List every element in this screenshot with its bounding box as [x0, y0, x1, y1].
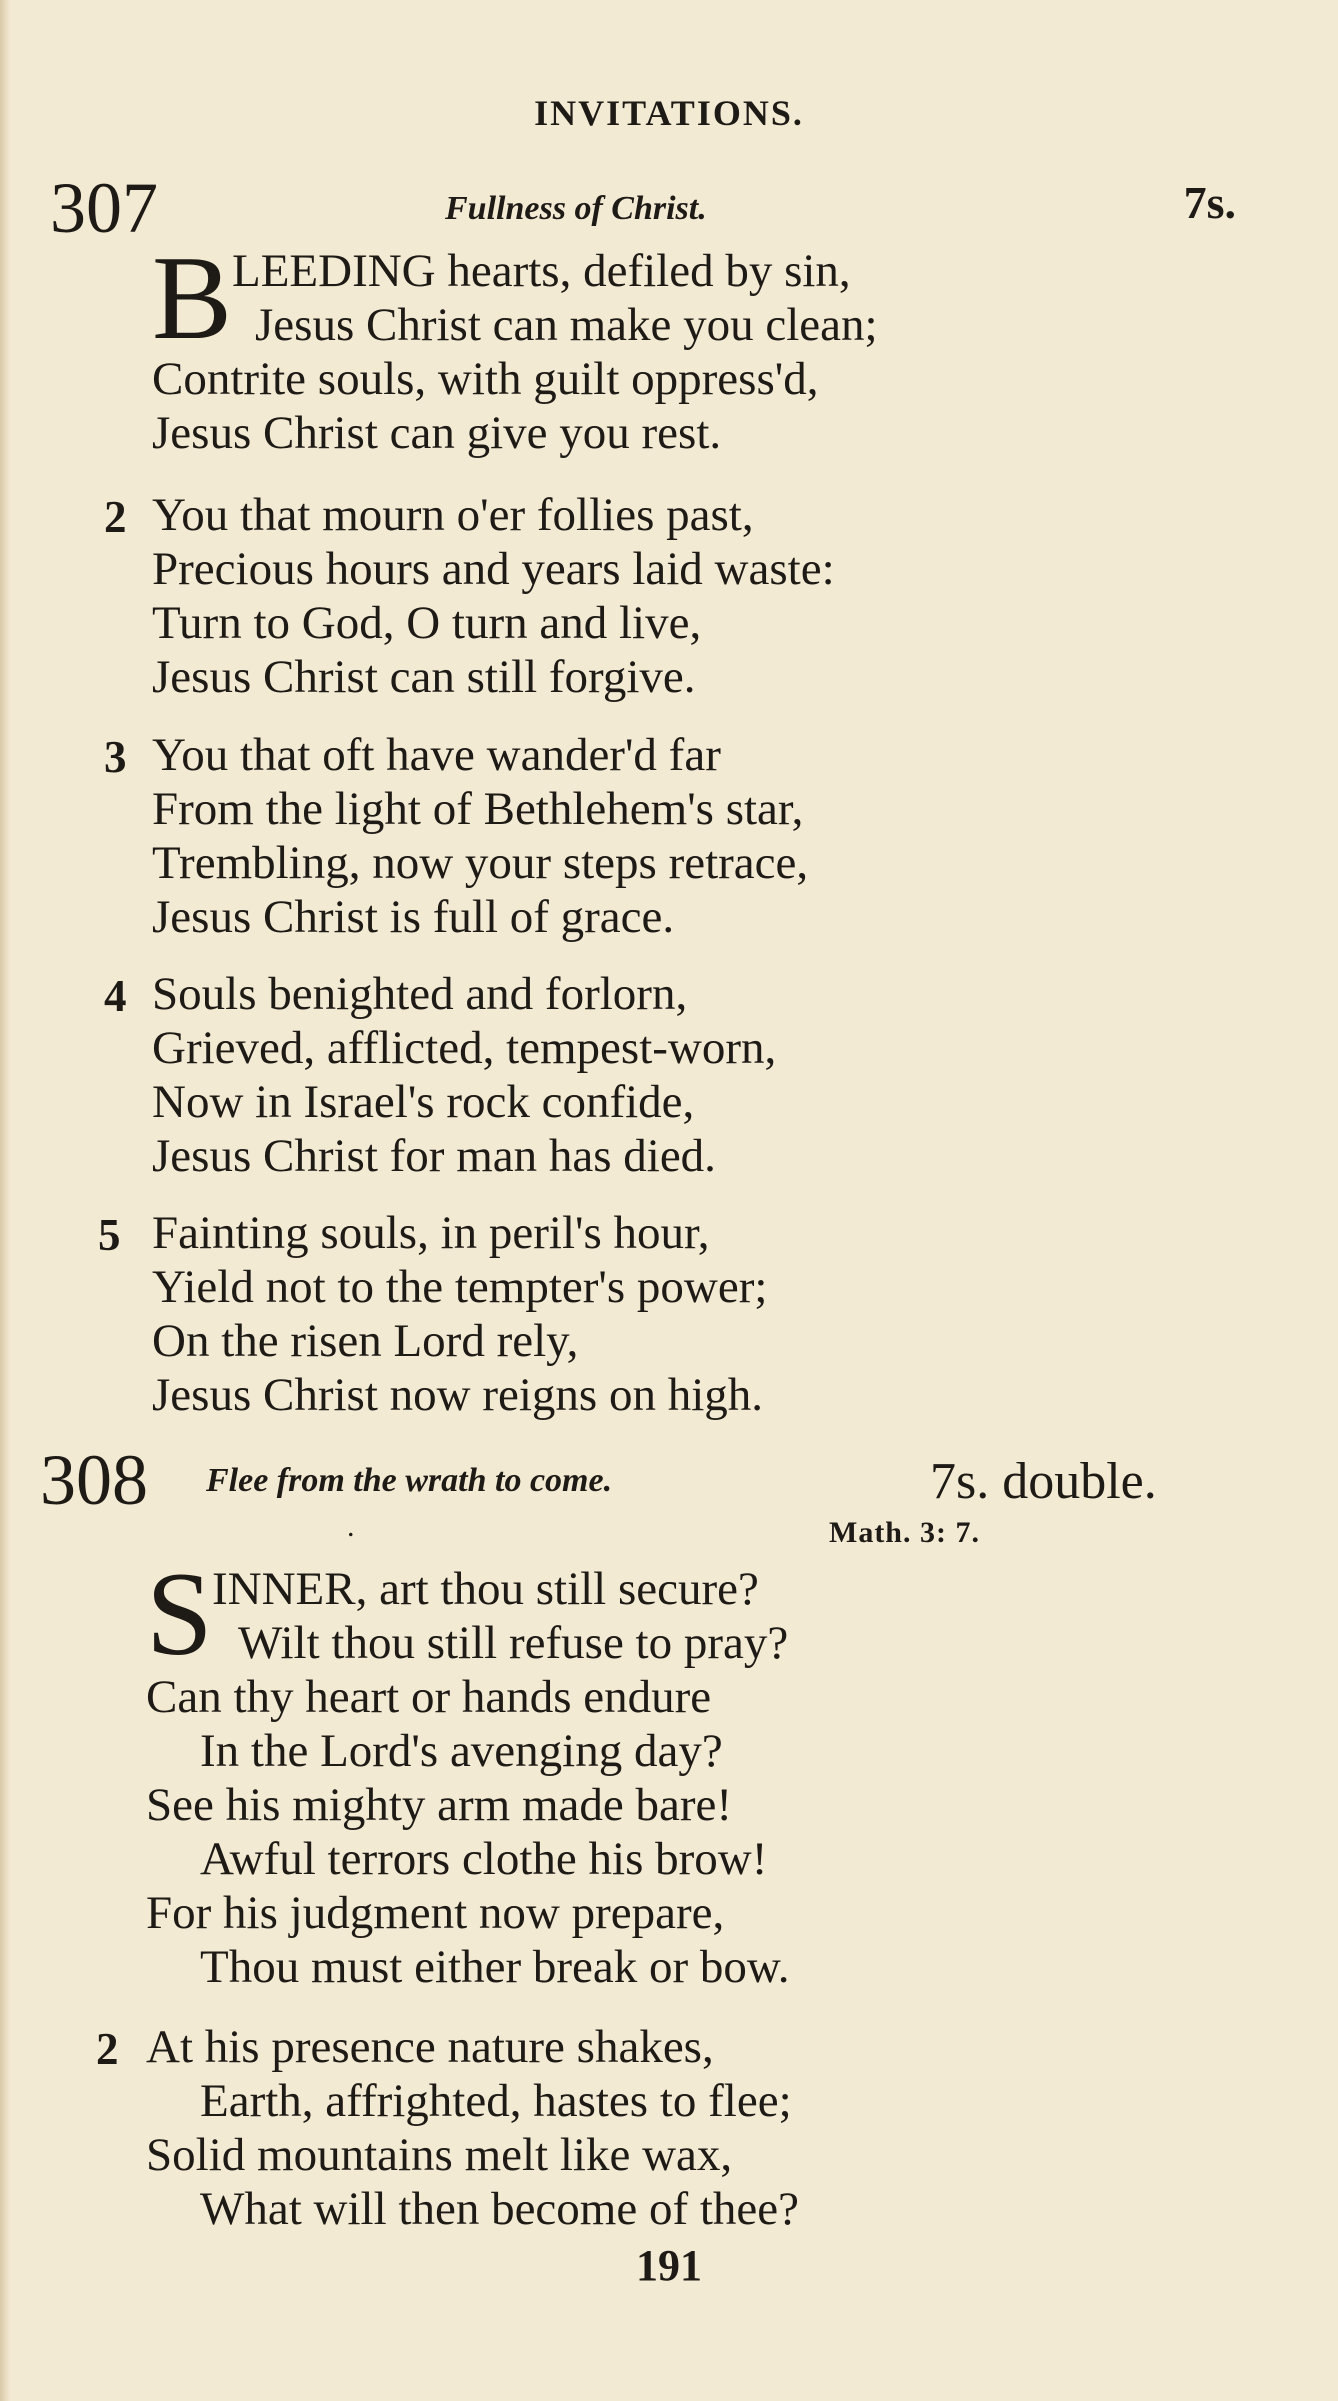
hymn-line: Earth, affrighted, hastes to flee; [200, 2075, 792, 2127]
hymn-line: Fainting souls, in peril's hour, [152, 1207, 710, 1259]
hymn-line: Can thy heart or hands endure [146, 1671, 712, 1723]
drop-cap: B [152, 231, 233, 364]
verse-number: 3 [104, 732, 127, 782]
hymn-title: Flee from the wrath to come. [206, 1462, 613, 1499]
verse-number: 4 [104, 971, 127, 1021]
verse-number: 2 [96, 2024, 119, 2074]
hymn-line: From the light of Bethlehem's star, [152, 783, 804, 835]
hymn-line: Jesus Christ is full of grace. [152, 891, 675, 943]
hymn-line: You that oft have wander'd far [152, 729, 721, 781]
hymn-meter: 7s. double. [930, 1453, 1157, 1510]
hymn-line: Souls benighted and forlorn, [152, 968, 688, 1020]
verse-number: 2 [104, 492, 127, 542]
hymn-line: What will then become of thee? [200, 2183, 799, 2235]
hymn-line: On the risen Lord rely, [152, 1315, 579, 1367]
hymn-line: In the Lord's avenging day? [200, 1725, 723, 1777]
hymn-line: Jesus Christ can make you clean; [255, 299, 878, 351]
hymn-line: Trembling, now your steps retrace, [152, 837, 809, 889]
hymn-line: Turn to God, O turn and live, [152, 597, 702, 649]
page-number: 191 [636, 2241, 702, 2290]
page-edge-shadow [0, 0, 10, 2401]
hymn-line: Precious hours and years laid waste: [152, 543, 835, 595]
hymn-line: Yield not to the tempter's power; [152, 1261, 768, 1313]
hymn-first-line: INNER, art thou still secure? [212, 1563, 759, 1615]
hymn-number: 307 [50, 168, 158, 248]
hymn-meter: 7s. [1183, 177, 1236, 228]
hymn-line: Jesus Christ for man has died. [152, 1130, 716, 1182]
hymn-line: Now in Israel's rock confide, [152, 1076, 695, 1128]
running-head: INVITATIONS. [534, 93, 804, 133]
hymn-line: Wilt thou still refuse to pray? [238, 1617, 789, 1669]
hymn-line: You that mourn o'er follies past, [152, 489, 754, 541]
scripture-reference: Math. 3: 7. [829, 1516, 980, 1549]
hymn-line: At his presence nature shakes, [146, 2021, 714, 2073]
hymn-number: 308 [40, 1440, 148, 1520]
ornament-dot: . [347, 1510, 355, 1543]
hymn-line: Awful terrors clothe his brow! [200, 1833, 768, 1885]
hymn-line: Jesus Christ now reigns on high. [152, 1369, 763, 1421]
hymn-line: Grieved, afflicted, tempest-worn, [152, 1022, 777, 1074]
hymn-line: Jesus Christ can give you rest. [152, 407, 722, 459]
hymn-line: Contrite souls, with guilt oppress'd, [152, 353, 819, 405]
hymn-first-line: LEEDING hearts, defiled by sin, [232, 245, 851, 297]
hymn-line: Thou must either break or bow. [200, 1941, 790, 1993]
hymn-line: See his mighty arm made bare! [146, 1779, 733, 1831]
drop-cap: S [146, 1547, 213, 1680]
hymn-title: Fullness of Christ. [445, 190, 707, 227]
verse-number: 5 [98, 1210, 121, 1260]
hymn-line: For his judgment now prepare, [146, 1887, 725, 1939]
hymn-line: Jesus Christ can still forgive. [152, 651, 696, 703]
hymn-line: Solid mountains melt like wax, [146, 2129, 733, 2181]
